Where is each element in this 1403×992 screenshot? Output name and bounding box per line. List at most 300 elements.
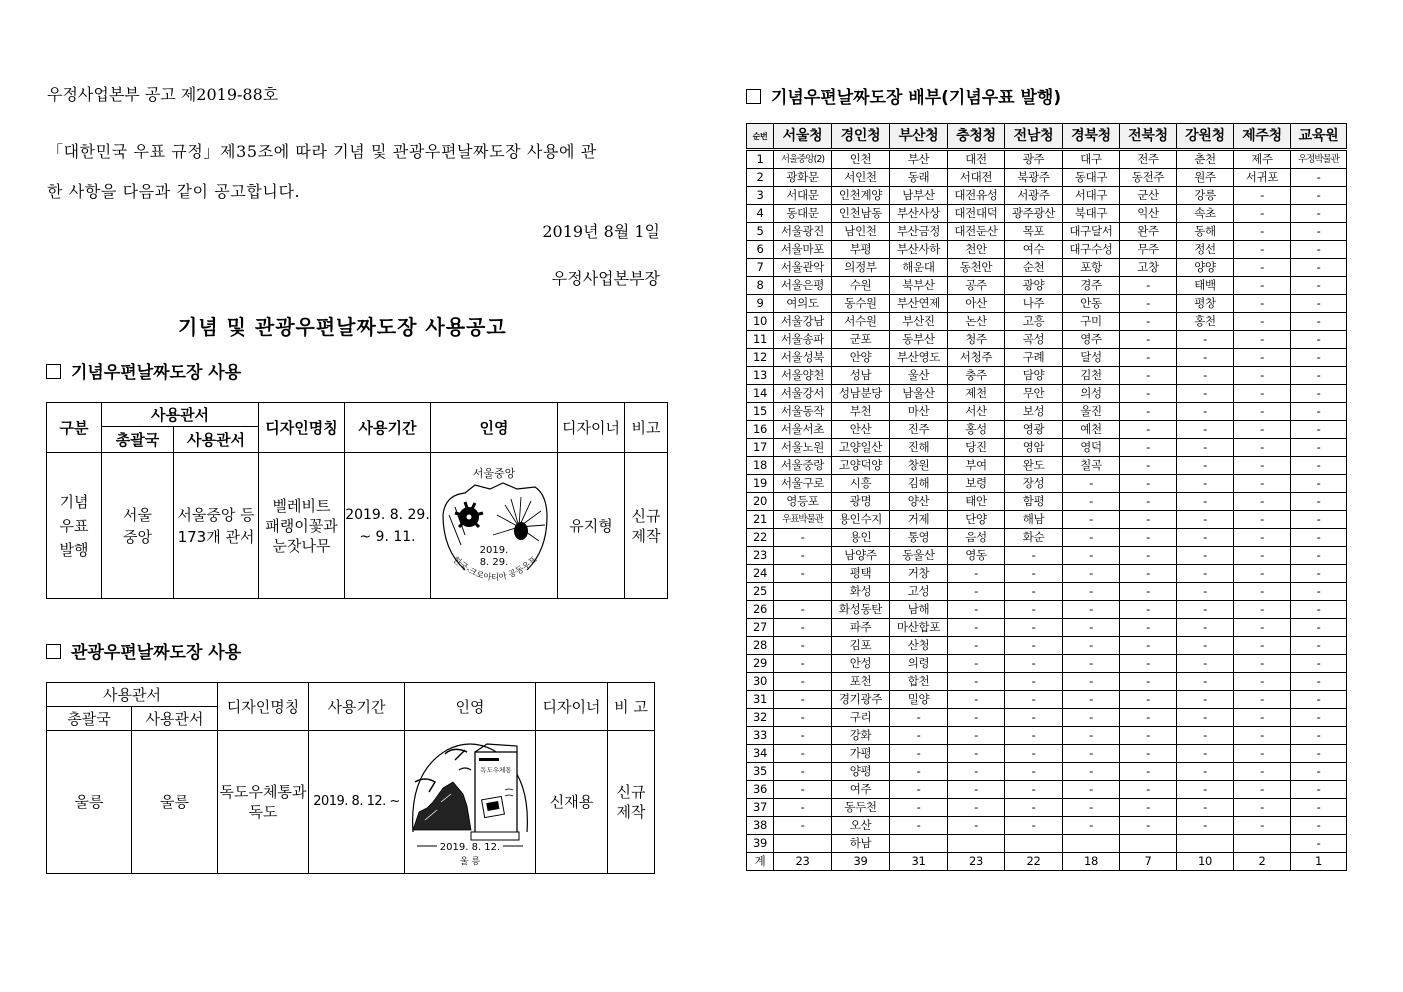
cell-office: 부산사상 bbox=[890, 205, 948, 223]
cell-office: - bbox=[1177, 799, 1234, 817]
cell-office: 양양 bbox=[1177, 259, 1234, 277]
notice-body-line1: 「대한민국 우표 규정」제35조에 따라 기념 및 관광우편날짜도장 사용에 관 bbox=[47, 142, 597, 161]
cell-office: - bbox=[1291, 583, 1347, 601]
cell-office: - bbox=[1291, 475, 1347, 493]
cell-office: 나주 bbox=[1005, 295, 1063, 313]
cell-office: 장성 bbox=[1005, 475, 1063, 493]
cell-office: 구리 bbox=[832, 709, 890, 727]
cell-office: - bbox=[1234, 781, 1291, 799]
cell-office: 광양 bbox=[1005, 277, 1063, 295]
cell-office: - bbox=[1291, 403, 1347, 421]
cell-seq-no: 7 bbox=[747, 259, 774, 277]
cell-office: 함평 bbox=[1005, 493, 1063, 511]
table-row bbox=[747, 511, 1347, 529]
cell-office: - bbox=[1063, 781, 1120, 799]
cell-office: - bbox=[1177, 439, 1234, 457]
cell-office: 서울동작 bbox=[774, 403, 832, 421]
cell-office: - bbox=[1063, 565, 1120, 583]
cell-seq-no: 17 bbox=[747, 439, 774, 457]
cell-design-name: 벨레비트 패랭이꽃과 눈잣나무 bbox=[259, 453, 345, 599]
cell-seq-no: 35 bbox=[747, 763, 774, 781]
cell-office: - bbox=[1291, 493, 1347, 511]
header-remarks: 비고 bbox=[625, 403, 668, 453]
svg-text:독도우체통: 독도우체통 bbox=[480, 766, 512, 774]
cell-office: - bbox=[774, 529, 832, 547]
header-design-name: 디자인명칭 bbox=[259, 403, 345, 453]
cell-seq-no: 21 bbox=[747, 511, 774, 529]
cell-office: 목포 bbox=[1005, 223, 1063, 241]
header-remarks: 비 고 bbox=[608, 683, 655, 731]
cell-office: - bbox=[890, 727, 948, 745]
tourism-postmark-image bbox=[407, 732, 533, 872]
total-count: 1 bbox=[1291, 853, 1347, 871]
cell-office: - bbox=[948, 727, 1005, 745]
cell-office: - bbox=[1005, 619, 1063, 637]
cell-seq-no: 4 bbox=[747, 205, 774, 223]
cell-office: - bbox=[948, 619, 1005, 637]
cell-office: 군포 bbox=[832, 331, 890, 349]
cell-office: - bbox=[1291, 349, 1347, 367]
table-row bbox=[747, 637, 1347, 655]
cell-office: - bbox=[1234, 439, 1291, 457]
postmark-dokdo-mailbox-icon bbox=[407, 732, 533, 872]
cell-office: 평창 bbox=[1177, 295, 1234, 313]
table-row bbox=[747, 403, 1347, 421]
cell-office: - bbox=[948, 673, 1005, 691]
table-row bbox=[747, 421, 1347, 439]
cell-office: - bbox=[1063, 763, 1120, 781]
cell-office: - bbox=[1120, 709, 1177, 727]
cell-office: 동두천 bbox=[832, 799, 890, 817]
table-row bbox=[747, 169, 1347, 187]
cell-office: 부평 bbox=[832, 241, 890, 259]
cell-office: - bbox=[1234, 709, 1291, 727]
cell-office: - bbox=[1234, 277, 1291, 295]
cell-head-office: 울릉 bbox=[47, 731, 132, 874]
cell-office: 하남 bbox=[832, 835, 890, 853]
header-region: 강원청 bbox=[1177, 124, 1234, 150]
cell-office: - bbox=[1177, 655, 1234, 673]
cell-office: - bbox=[1291, 745, 1347, 763]
table-row bbox=[747, 727, 1347, 745]
table-row bbox=[747, 259, 1347, 277]
cell-office: 부산진 bbox=[890, 313, 948, 331]
cell-office: 완도 bbox=[1005, 457, 1063, 475]
cell-office: - bbox=[1120, 799, 1177, 817]
header-region: 제주청 bbox=[1234, 124, 1291, 150]
cell-office: 안산 bbox=[832, 421, 890, 439]
table-row bbox=[747, 295, 1347, 313]
cell-seq-no: 13 bbox=[747, 367, 774, 385]
cell-office: 공주 bbox=[948, 277, 1005, 295]
cell-seq-no: 23 bbox=[747, 547, 774, 565]
cell-office: 서광주 bbox=[1005, 187, 1063, 205]
cell-office: 예천 bbox=[1063, 421, 1120, 439]
table-row bbox=[747, 475, 1347, 493]
cell-office: 청주 bbox=[948, 331, 1005, 349]
postmark-flower-pine-icon bbox=[435, 455, 553, 597]
cell-office: 광주 bbox=[1005, 150, 1063, 169]
cell-office: 부산영도 bbox=[890, 349, 948, 367]
cell-office: 여의도 bbox=[774, 295, 832, 313]
cell-office: - bbox=[1177, 691, 1234, 709]
cell-office: 부산사하 bbox=[890, 241, 948, 259]
cell-office: - bbox=[1063, 511, 1120, 529]
cell-seq-no: 27 bbox=[747, 619, 774, 637]
cell-office: 산청 bbox=[890, 637, 948, 655]
cell-office: - bbox=[1005, 763, 1063, 781]
notice-number: 우정사업본부 공고 제2019-88호 bbox=[47, 85, 279, 104]
cell-office: 음성 bbox=[948, 529, 1005, 547]
table-row bbox=[747, 205, 1347, 223]
cell-office: 거제 bbox=[890, 511, 948, 529]
cell-office: 서대전 bbox=[948, 169, 1005, 187]
cell-seq-no: 29 bbox=[747, 655, 774, 673]
cell-office: - bbox=[1177, 727, 1234, 745]
cell-office: 동대구 bbox=[1063, 169, 1120, 187]
cell-office: - bbox=[774, 547, 832, 565]
table-row bbox=[747, 277, 1347, 295]
cell-office: - bbox=[1120, 385, 1177, 403]
cell-office: 의령 bbox=[890, 655, 948, 673]
cell-office: 김해 bbox=[890, 475, 948, 493]
cell-office bbox=[1063, 835, 1120, 853]
cell-office: 화성동탄 bbox=[832, 601, 890, 619]
cell-office: - bbox=[890, 709, 948, 727]
cell-office: - bbox=[1177, 781, 1234, 799]
cell-office: 영덕 bbox=[1063, 439, 1120, 457]
cell-office: 진주 bbox=[890, 421, 948, 439]
cell-office: - bbox=[1234, 817, 1291, 835]
cell-office: - bbox=[774, 799, 832, 817]
header-seq-no: 순번 bbox=[747, 124, 774, 150]
table-row bbox=[747, 385, 1347, 403]
cell-office: 울산 bbox=[890, 367, 948, 385]
cell-office: 시흥 bbox=[832, 475, 890, 493]
cell-office bbox=[890, 835, 948, 853]
cell-seq-no: 14 bbox=[747, 385, 774, 403]
cell-office: - bbox=[1291, 295, 1347, 313]
cell-office: - bbox=[1120, 457, 1177, 475]
cell-office: 광명 bbox=[832, 493, 890, 511]
table-row bbox=[747, 313, 1347, 331]
header-office-group: 사용관서 bbox=[47, 683, 218, 707]
cell-office: - bbox=[1291, 763, 1347, 781]
cell-office: - bbox=[1177, 745, 1234, 763]
cell-office: - bbox=[1177, 421, 1234, 439]
cell-office: - bbox=[1291, 691, 1347, 709]
cell-office: - bbox=[1177, 457, 1234, 475]
cell-office: - bbox=[948, 709, 1005, 727]
cell-office: - bbox=[1120, 763, 1177, 781]
cell-office: - bbox=[948, 601, 1005, 619]
cell-office: - bbox=[948, 565, 1005, 583]
cell-office: - bbox=[1291, 835, 1347, 853]
header-office: 사용관서 bbox=[132, 707, 218, 731]
svg-text:한국-크로아티아 공동우표: 한국-크로아티아 공동우표 bbox=[450, 554, 540, 583]
cell-office: - bbox=[1063, 529, 1120, 547]
cell-seq-no: 16 bbox=[747, 421, 774, 439]
cell-office: - bbox=[948, 655, 1005, 673]
cell-office: - bbox=[1291, 547, 1347, 565]
table-row bbox=[747, 799, 1347, 817]
cell-office: - bbox=[1063, 817, 1120, 835]
cell-office: - bbox=[1177, 403, 1234, 421]
header-imprint: 인영 bbox=[405, 683, 536, 731]
notice-date: 2019년 8월 1일 bbox=[542, 222, 660, 241]
cell-office: - bbox=[1291, 727, 1347, 745]
cell-office: - bbox=[1177, 331, 1234, 349]
cell-office: 안동 bbox=[1063, 295, 1120, 313]
cell-office: 남양주 bbox=[832, 547, 890, 565]
cell-seq-no: 33 bbox=[747, 727, 774, 745]
svg-text:8. 29.: 8. 29. bbox=[479, 556, 509, 568]
cell-office: 무주 bbox=[1120, 241, 1177, 259]
cell-office: 성남분당 bbox=[832, 385, 890, 403]
cell-office: 마산합포 bbox=[890, 619, 948, 637]
total-count: 7 bbox=[1120, 853, 1177, 871]
cell-office: - bbox=[1005, 691, 1063, 709]
cell-office: - bbox=[948, 691, 1005, 709]
header-region: 충청청 bbox=[948, 124, 1005, 150]
cell-office: 제주 bbox=[1234, 150, 1291, 169]
header-head-office: 총괄국 bbox=[47, 707, 132, 731]
distribution-table bbox=[746, 123, 1347, 871]
cell-office: 구례 bbox=[1005, 349, 1063, 367]
cell-office: 서울광진 bbox=[774, 223, 832, 241]
cell-office: 양평 bbox=[832, 763, 890, 781]
header-region: 서울청 bbox=[774, 124, 832, 150]
cell-office: - bbox=[1234, 763, 1291, 781]
cell-office: - bbox=[1177, 583, 1234, 601]
cell-office: 용인 bbox=[832, 529, 890, 547]
cell-office: 가평 bbox=[832, 745, 890, 763]
cell-office: - bbox=[774, 745, 832, 763]
cell-seq-no: 24 bbox=[747, 565, 774, 583]
cell-office: - bbox=[1063, 673, 1120, 691]
cell-office: 북대구 bbox=[1063, 205, 1120, 223]
cell-office: - bbox=[1291, 259, 1347, 277]
cell-office: 태안 bbox=[948, 493, 1005, 511]
cell-remarks: 신규 제작 bbox=[625, 453, 668, 599]
cell-office: - bbox=[1005, 745, 1063, 763]
table-row bbox=[747, 817, 1347, 835]
cell-seq-no: 31 bbox=[747, 691, 774, 709]
cell-office: 부산금정 bbox=[890, 223, 948, 241]
cell-office: - bbox=[1234, 547, 1291, 565]
cell-office: 서울송파 bbox=[774, 331, 832, 349]
cell-office: - bbox=[1063, 637, 1120, 655]
cell-office: - bbox=[1005, 547, 1063, 565]
cell-office: 서울구로 bbox=[774, 475, 832, 493]
cell-office: 익산 bbox=[1120, 205, 1177, 223]
cell-office: - bbox=[1234, 331, 1291, 349]
cell-office: 해남 bbox=[1005, 511, 1063, 529]
cell-office: - bbox=[1234, 565, 1291, 583]
header-imprint: 인영 bbox=[431, 403, 558, 453]
cell-office: - bbox=[774, 763, 832, 781]
cell-office: - bbox=[1234, 799, 1291, 817]
cell-office: 양산 bbox=[890, 493, 948, 511]
cell-office: 대전 bbox=[948, 150, 1005, 169]
cell-office: 의성 bbox=[1063, 385, 1120, 403]
cell-office: 달성 bbox=[1063, 349, 1120, 367]
cell-office: - bbox=[774, 727, 832, 745]
cell-office: - bbox=[1120, 439, 1177, 457]
cell-office: 해운대 bbox=[890, 259, 948, 277]
notice-body-line2: 한 사항을 다음과 같이 공고합니다. bbox=[47, 182, 301, 201]
cell-office: 고양일산 bbox=[832, 439, 890, 457]
cell-seq-no: 1 bbox=[747, 150, 774, 169]
svg-text:서울중앙: 서울중앙 bbox=[472, 466, 516, 480]
cell-office: 평택 bbox=[832, 565, 890, 583]
cell-office: - bbox=[1291, 511, 1347, 529]
checkbox-square-icon bbox=[46, 644, 61, 659]
cell-office: 강화 bbox=[832, 727, 890, 745]
cell-office: 서산 bbox=[948, 403, 1005, 421]
cell-office: - bbox=[890, 781, 948, 799]
cell-seq-no: 15 bbox=[747, 403, 774, 421]
cell-office: - bbox=[1063, 691, 1120, 709]
cell-office: 대전유성 bbox=[948, 187, 1005, 205]
cell-office: 여수 bbox=[1005, 241, 1063, 259]
cell-office: 대전대덕 bbox=[948, 205, 1005, 223]
cell-office: - bbox=[1291, 223, 1347, 241]
cell-office: 고창 bbox=[1120, 259, 1177, 277]
cell-office: 담양 bbox=[1005, 367, 1063, 385]
cell-office: 정선 bbox=[1177, 241, 1234, 259]
svg-text:2019. 8. 12.: 2019. 8. 12. bbox=[439, 842, 501, 853]
cell-office: 대구 bbox=[1063, 150, 1120, 169]
cell-office: 화순 bbox=[1005, 529, 1063, 547]
cell-seq-no: 18 bbox=[747, 457, 774, 475]
table-row bbox=[747, 763, 1347, 781]
cell-imprint bbox=[431, 453, 558, 599]
cell-office: 서인천 bbox=[832, 169, 890, 187]
main-title: 기념 및 관광우편날짜도장 사용공고 bbox=[178, 315, 507, 339]
totals-row bbox=[747, 853, 1347, 871]
cell-seq-no: 12 bbox=[747, 349, 774, 367]
cell-office: - bbox=[1234, 349, 1291, 367]
section-commemorative-title: 기념우편날짜도장 사용 bbox=[71, 363, 242, 383]
cell-office: - bbox=[774, 673, 832, 691]
cell-period: 2019. 8. 12. ~ bbox=[309, 731, 405, 874]
cell-office: - bbox=[1063, 547, 1120, 565]
cell-office: 남울산 bbox=[890, 385, 948, 403]
cell-office: 울릉 bbox=[132, 731, 218, 874]
cell-office: - bbox=[1120, 349, 1177, 367]
cell-office: - bbox=[1120, 547, 1177, 565]
cell-office: 서울강남 bbox=[774, 313, 832, 331]
cell-office bbox=[1005, 835, 1063, 853]
cell-office: 동천안 bbox=[948, 259, 1005, 277]
cell-office: 경기광주 bbox=[832, 691, 890, 709]
cell-office: - bbox=[948, 583, 1005, 601]
cell-office: - bbox=[1234, 601, 1291, 619]
cell-office: - bbox=[1291, 529, 1347, 547]
cell-office: 남인천 bbox=[832, 223, 890, 241]
cell-office: 단양 bbox=[948, 511, 1005, 529]
cell-office: 동해 bbox=[1177, 223, 1234, 241]
cell-office: 서울마포 bbox=[774, 241, 832, 259]
cell-office: - bbox=[1234, 637, 1291, 655]
cell-office: - bbox=[774, 637, 832, 655]
cell-office: - bbox=[1005, 817, 1063, 835]
cell-seq-no: 2 bbox=[747, 169, 774, 187]
cell-office: 구미 bbox=[1063, 313, 1120, 331]
cell-office: - bbox=[1177, 367, 1234, 385]
cell-office: - bbox=[1291, 799, 1347, 817]
header-office: 사용관서 bbox=[174, 427, 259, 453]
cell-office: - bbox=[1291, 673, 1347, 691]
cell-office: - bbox=[1120, 601, 1177, 619]
cell-seq-no: 5 bbox=[747, 223, 774, 241]
cell-office: 태백 bbox=[1177, 277, 1234, 295]
table-row bbox=[747, 439, 1347, 457]
cell-office: - bbox=[1234, 403, 1291, 421]
cell-office: - bbox=[1291, 187, 1347, 205]
cell-office: - bbox=[774, 655, 832, 673]
cell-office: 고성 bbox=[890, 583, 948, 601]
header-region: 교육원 bbox=[1291, 124, 1347, 150]
cell-office: - bbox=[1120, 691, 1177, 709]
cell-office: - bbox=[1234, 673, 1291, 691]
section-distribution-heading bbox=[746, 83, 1061, 108]
cell-design-name: 독도우체통과 독도 bbox=[218, 731, 309, 874]
cell-office: - bbox=[1177, 601, 1234, 619]
cell-office: 서울은평 bbox=[774, 277, 832, 295]
cell-office: 영동 bbox=[948, 547, 1005, 565]
cell-office: - bbox=[1120, 331, 1177, 349]
cell-office: - bbox=[1234, 727, 1291, 745]
cell-office: - bbox=[1291, 619, 1347, 637]
cell-imprint bbox=[405, 731, 536, 874]
cell-office: - bbox=[1120, 421, 1177, 439]
cell-office: 영등포 bbox=[774, 493, 832, 511]
cell-office: - bbox=[1291, 709, 1347, 727]
cell-office bbox=[774, 583, 832, 601]
cell-office: - bbox=[1234, 619, 1291, 637]
cell-office: 서귀포 bbox=[1234, 169, 1291, 187]
cell-office bbox=[1234, 835, 1291, 853]
cell-office: 북광주 bbox=[1005, 169, 1063, 187]
total-count: 23 bbox=[948, 853, 1005, 871]
cell-office: - bbox=[1177, 349, 1234, 367]
tourism-table bbox=[46, 682, 655, 874]
cell-office: - bbox=[1234, 493, 1291, 511]
cell-seq-no: 6 bbox=[747, 241, 774, 259]
cell-office: 합천 bbox=[890, 673, 948, 691]
cell-office: - bbox=[1120, 817, 1177, 835]
table-row bbox=[747, 601, 1347, 619]
cell-office: 서울중앙(2) bbox=[774, 150, 832, 169]
header-designer: 디자이너 bbox=[536, 683, 608, 731]
cell-office: 포항 bbox=[1063, 259, 1120, 277]
cell-remarks: 신규 제작 bbox=[608, 731, 655, 874]
cell-office: 제천 bbox=[948, 385, 1005, 403]
total-count: 10 bbox=[1177, 853, 1234, 871]
cell-office: - bbox=[1120, 673, 1177, 691]
cell-office: 순천 bbox=[1005, 259, 1063, 277]
cell-office: 오산 bbox=[832, 817, 890, 835]
cell-seq-no: 26 bbox=[747, 601, 774, 619]
cell-office: - bbox=[1234, 187, 1291, 205]
cell-office: 전주 bbox=[1120, 150, 1177, 169]
cell-office: 우표박물관 bbox=[774, 511, 832, 529]
cell-office: - bbox=[1177, 511, 1234, 529]
cell-office: 부천 bbox=[832, 403, 890, 421]
cell-office: - bbox=[948, 763, 1005, 781]
